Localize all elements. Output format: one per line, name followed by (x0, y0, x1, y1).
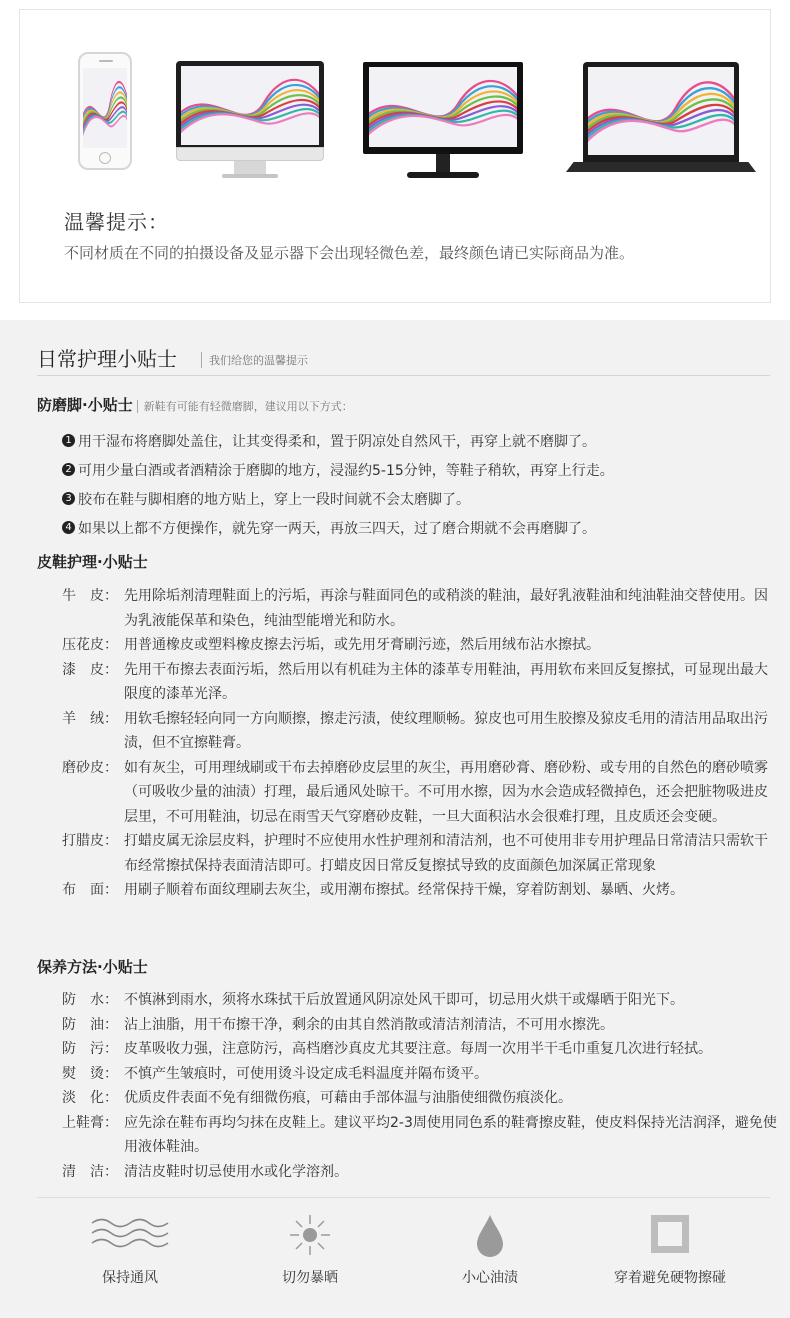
screen-cable-image (588, 67, 734, 155)
list-item (62, 1062, 778, 1087)
care-tips-section (0, 320, 790, 1318)
phone-device-image (78, 52, 132, 170)
blister-heading-note: 新鞋有可能有轻微磨脚，建议用以下方式： (137, 400, 353, 413)
tip-term: 磨砂皮： (62, 759, 118, 776)
tip-text: 用软毛擦轻轻向同一方向顺擦，擦走污渍，使纹理顺畅。猄皮也可用生胶擦及猄皮毛用的清洁用品取出污渍，但不宜擦鞋膏。 (124, 710, 768, 751)
tip-text: 皮革吸收力强，注意防污，高档磨沙真皮尤其要注意。每周一次用半干毛巾重复几次进行轻拭。 (124, 1041, 712, 1057)
icon-label: 穿着避免硬物擦碰 (614, 1270, 726, 1286)
tip-term: 漆 皮： (62, 661, 118, 678)
tip-text: 用干湿布将磨脚处盖住，让其变得柔和，置于阴凉处自然风干，再穿上就不磨脚了。 (78, 433, 596, 450)
tip-term: 清 洁： (62, 1163, 118, 1180)
tip-term: 防 水： (62, 992, 118, 1008)
tip-text: 胶布在鞋与脚相磨的地方贴上，穿上一段时间就不会太磨脚了。 (78, 491, 470, 508)
device-showcase (70, 48, 760, 188)
leather-tip-list (62, 584, 778, 903)
list-item (62, 484, 762, 513)
care-icon-row (0, 1205, 790, 1305)
tip-text: 优质皮件表面不免有细微伤痕，可藉由手部体温与油脂使细微伤痕淡化。 (124, 1090, 572, 1106)
tip-text: 清洁皮鞋时切忌使用水或化学溶剂。 (124, 1163, 348, 1180)
list-item (62, 1037, 778, 1062)
monitor-device-image (363, 62, 523, 184)
square-item (580, 1205, 760, 1305)
screen-cable-image (369, 67, 517, 147)
tip-text: 可用少量白酒或者酒精涂于磨脚的地方，浸湿约5-15分钟，等鞋子稍软，再穿上行走。 (78, 462, 614, 479)
tip-text: 先用除垢剂清理鞋面上的污垢，再涂与鞋面同色的或稍淡的鞋油，最好乳液鞋油和纯油鞋油交替使用。因为乳液能保革和染色，纯油型能增光和防水。 (124, 588, 768, 629)
sun-item (220, 1205, 400, 1305)
oil-drop-item (400, 1205, 580, 1305)
blister-section-heading (37, 394, 353, 415)
list-item (62, 633, 778, 658)
list-item (62, 878, 778, 903)
tip-text: 应先涂在鞋布再均匀抹在皮鞋上。建议平均2-3周使用同色系的鞋膏擦皮鞋，使皮料保持光洁润泽，避免使用液体鞋油。 (124, 1114, 777, 1155)
ventilate-item (40, 1205, 220, 1305)
tip-text: 先用干布擦去表面污垢，然后用以有机硅为主体的漆革专用鞋油，再用软布来回反复擦拭，可显现出最大限度的漆革光泽。 (124, 661, 768, 702)
list-item (62, 513, 762, 542)
list-item (62, 1160, 778, 1185)
square-icon (649, 1213, 691, 1255)
number-badge: 2 (62, 463, 75, 476)
tip-term: 布 面： (62, 882, 118, 898)
list-item (62, 756, 778, 830)
maintain-section-heading: 保养方法·小贴士 (37, 958, 148, 976)
list-item (62, 584, 778, 633)
icon-label: 小心油渍 (462, 1270, 518, 1286)
list-item (62, 829, 778, 878)
laptop-device-image (566, 62, 756, 182)
tip-text: 用刷子顺着布面纹理刷去灰尘，或用潮布擦拭。经常保持干燥，穿着防割划、暴晒、火烤。 (124, 882, 684, 898)
tip-term: 压花皮： (62, 637, 118, 653)
tip-text: 如果以上都不方便操作，就先穿一两天，再放三四天，过了磨合期就不会再磨脚了。 (78, 520, 596, 537)
list-item (62, 1111, 778, 1160)
tip-term: 羊 绒： (62, 710, 118, 727)
list-item (62, 1086, 778, 1111)
oil-drop-icon (474, 1213, 506, 1259)
imac-device-image (176, 61, 324, 182)
tip-term: 熨 烫： (62, 1065, 118, 1082)
blister-tip-list (62, 426, 762, 542)
tip-text: 如有灰尘，可用理绒刷或干布去掉磨砂皮层里的灰尘，再用磨砂膏、磨砂粉、或专用的自然色的磨砂喷雾（可吸收少量的油渍）打理，最后通风处晾干。不可用水擦，因为水会造成轻微掉色，还会把脏物吸进皮层里，不可用鞋油，切忌在雨雪天气穿磨砂皮鞋，一旦大面积沾水会很难打理，且皮质还会变硬。 (124, 759, 768, 825)
icon-label: 切勿暴晒 (282, 1270, 338, 1286)
tip-text: 沾上油脂，用干布擦干净，剩余的由其自然消散或清洁剂清洁，不可用水擦洗。 (124, 1016, 614, 1033)
icon-label: 保持通风 (102, 1270, 158, 1286)
notice-card (19, 9, 771, 303)
care-subtitle: 我们给您的温馨提示 (201, 352, 308, 368)
blister-heading-text: 防磨脚·小贴士 (37, 396, 133, 414)
maintain-tip-list (62, 988, 778, 1184)
number-badge: 4 (62, 521, 75, 534)
sun-icon (288, 1213, 332, 1257)
notice-text: 不同材质在不同的拍摄设备及显示器下会出现轻微色差，最终颜色请已实际商品为准。 (64, 244, 635, 262)
list-item (62, 455, 762, 484)
divider (37, 1197, 770, 1198)
tip-text: 不慎淋到雨水，须将水珠拭干后放置通风阴凉处风干即可，切忌用火烘干或爆晒于阳光下。 (124, 992, 684, 1008)
list-item (62, 658, 778, 707)
tip-text: 用普通橡皮或塑料橡皮擦去污垢，或先用牙膏刷污迹，然后用绒布沾水擦拭。 (124, 637, 600, 653)
screen-cable-image (83, 68, 127, 148)
ventilate-icon (88, 1213, 172, 1253)
list-item (62, 1013, 778, 1038)
tip-term: 上鞋膏： (62, 1114, 118, 1131)
list-item (62, 707, 778, 756)
tip-term: 淡 化： (62, 1090, 118, 1106)
tip-term: 打腊皮： (62, 833, 118, 849)
tip-term: 牛 皮： (62, 588, 118, 604)
leather-section-heading: 皮鞋护理·小贴士 (37, 553, 148, 571)
care-title: 日常护理小贴士 (37, 347, 177, 371)
list-item (62, 426, 762, 455)
number-badge: 1 (62, 434, 75, 447)
tip-term: 防 油： (62, 1016, 118, 1033)
tip-text: 不慎产生皱痕时，可使用烫斗设定成毛料温度并隔布烫平。 (124, 1065, 488, 1082)
divider (37, 375, 770, 376)
screen-cable-image (181, 66, 319, 145)
tip-term: 防 污： (62, 1041, 118, 1057)
number-badge: 3 (62, 492, 75, 505)
list-item (62, 988, 778, 1013)
notice-title: 温馨提示： (64, 210, 169, 234)
tip-text: 打蜡皮属无涂层皮料，护理时不应使用水性护理剂和清洁剂，也不可使用非专用护理品日常清洁只需软干布经常擦拭保持表面清洁即可。打蜡皮因日常反复擦拭导致的皮面颜色加深属正常现象 (124, 833, 768, 874)
